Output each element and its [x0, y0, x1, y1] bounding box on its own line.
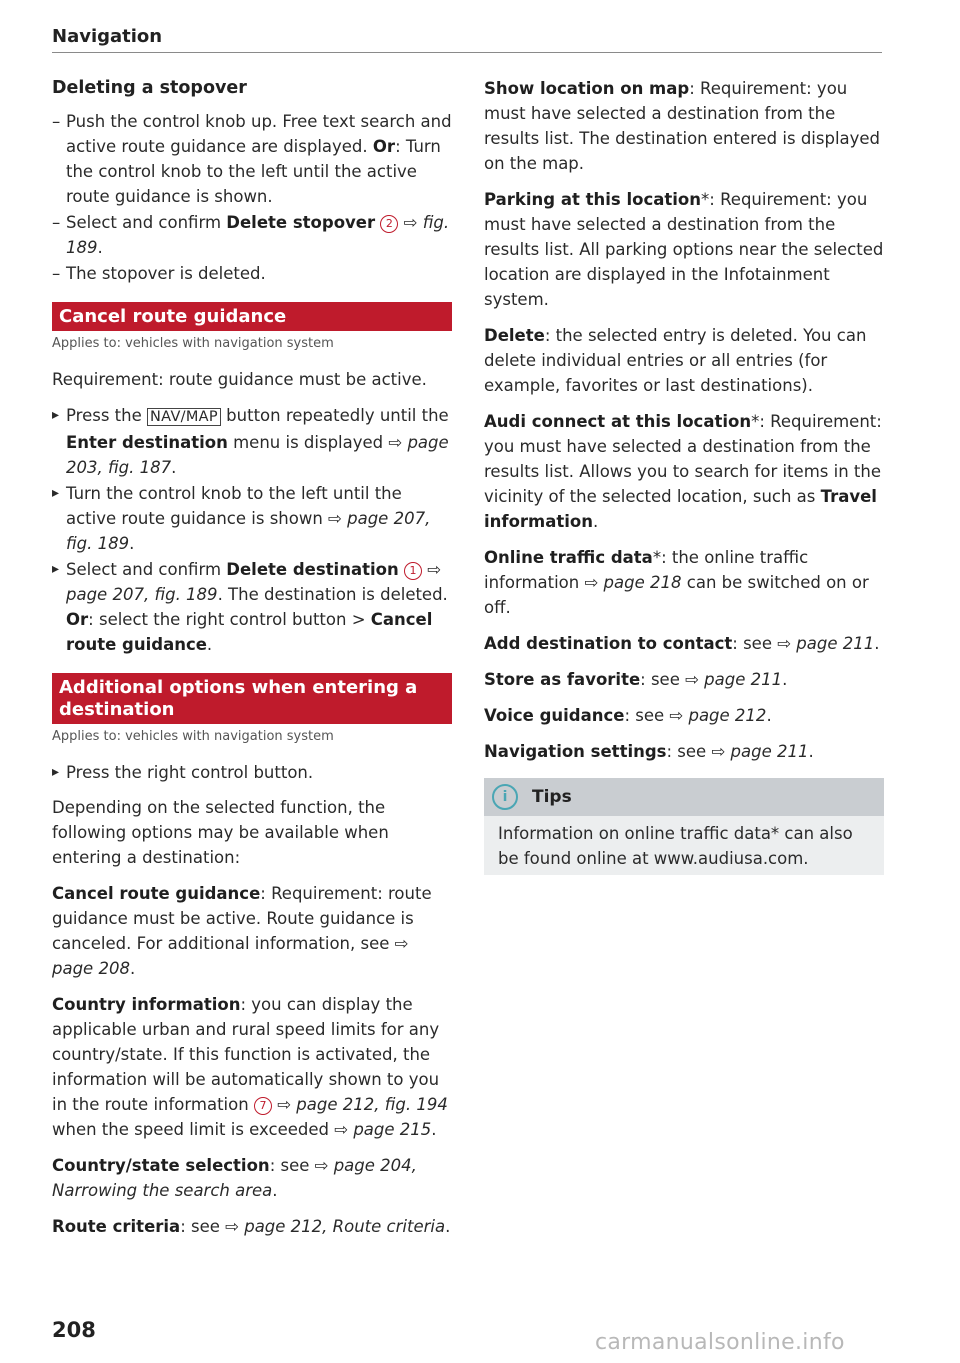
audi-connect-option: Audi connect at this location*: Requirement: you must have selected a destination from the results list. Allows you to search for items in the vicinity of the selected location, such as Travel information. [484, 412, 882, 531]
cancel-route-guidance-heading: Cancel route guidance [52, 302, 452, 331]
intro-paragraph: Depending on the selected function, the following options may be available when entering a destination: [52, 798, 389, 867]
country-state-selection-option: Country/state selection: see ⇨ page 204, Narrowing the search area. [52, 1156, 417, 1200]
online-traffic-option: Online traffic data*: the online traffic information ⇨ page 218 can be switched on or off. [484, 548, 869, 617]
tips-title: Tips [532, 786, 572, 807]
deleting-stopover-heading: Deleting a stopover [52, 78, 247, 98]
show-location-option: Show location on map: Requirement: you must have selected a destination from the results list. The destination entered is displayed on the map. [484, 79, 881, 173]
section-title: Navigation [52, 26, 163, 47]
tips-header [484, 778, 884, 816]
step-item: ▸ Turn the control knob to the left until the active route guidance is shown ⇨ page 207, fig. 189. [52, 481, 452, 556]
cross-reference: ⇨ page 218 [584, 573, 682, 592]
list-item: – The stopover is deleted. [52, 261, 452, 286]
left-column [52, 76, 452, 1250]
voice-guidance-option: Voice guidance: see ⇨ page 212. [484, 706, 772, 725]
deleting-stopover-list [52, 109, 452, 286]
page-header [52, 26, 882, 53]
list-item: – Push the control knob up. Free text search and active route guidance are displayed. Or: Turn the control knob to the left until the active route guidance is shown. [52, 109, 452, 209]
requirement-text: Requirement: route guidance must be active. [52, 370, 427, 389]
cross-reference: ⇨ page 212, fig. 194 [277, 1095, 448, 1114]
cancel-route-guidance-option: Cancel route guidance: Requirement: route guidance must be active. Route guidance is canceled. For additional information, see ⇨ page 208. [52, 884, 432, 978]
cross-reference: ⇨ page 211 [711, 742, 809, 761]
applies-to-note: Applies to: vehicles with navigation system [52, 729, 334, 744]
cross-reference: ⇨ page 207, fig. 189 [66, 560, 442, 604]
country-information-option: Country information: you can display the applicable urban and rural speed limits for any country/state. If this function is activated, the information will be automatically shown to you in the route information 7 ⇨ page 212, fig. 194 when the speed limit is exceeded ⇨ page 215. [52, 995, 448, 1139]
cross-reference: ⇨ page 211 [685, 670, 783, 689]
nav-map-key: NAV/MAP [147, 408, 221, 426]
tips-body: Information on online traffic data* can also be found online at www.audiusa.com. [484, 816, 884, 875]
step-item: ▸ Press the NAV/MAP button repeatedly until the Enter destination menu is displayed ⇨ page 203, fig. 187. [52, 403, 452, 480]
right-column [484, 76, 884, 875]
cross-reference: ⇨ page 212, Route criteria [225, 1217, 446, 1236]
route-criteria-option: Route criteria: see ⇨ page 212, Route criteria. [52, 1217, 451, 1236]
step-item: ▸ Select and confirm Delete destination 1 ⇨ page 207, fig. 189. The destination is deleted. Or: select the right control button > Cancel route guidance. [52, 557, 452, 657]
callout-number-7: 7 [254, 1097, 272, 1115]
delete-option: Delete: the selected entry is deleted. You can delete individual entries or all entries (for example, favorites or last destinations). [484, 326, 867, 395]
applies-to-note: Applies to: vehicles with navigation system [52, 336, 334, 351]
additional-steps-list [52, 760, 452, 785]
cross-reference: ⇨ page 207, fig. 189 [66, 509, 431, 553]
callout-number-2: 2 [380, 215, 398, 233]
cross-reference: ⇨ page 204, Narrowing the search area [52, 1156, 417, 1200]
cross-reference: ⇨ page 211 [777, 634, 875, 653]
cancel-steps-list [52, 403, 452, 657]
cross-reference: ⇨ page 203, fig. 187 [66, 433, 449, 477]
add-contact-option: Add destination to contact: see ⇨ page 211. [484, 634, 880, 653]
cross-reference: ⇨ page 212 [669, 706, 767, 725]
navigation-settings-option: Navigation settings: see ⇨ page 211. [484, 742, 814, 761]
cross-reference: ⇨ page 208 [52, 934, 409, 978]
step-item: ▸ Press the right control button. [52, 760, 452, 785]
cross-reference: ⇨ page 215 [334, 1120, 432, 1139]
additional-options-heading: Additional options when entering a destination [52, 673, 452, 724]
callout-number-1: 1 [404, 562, 422, 580]
list-item: – Select and confirm Delete stopover 2 ⇨ fig. 189. [52, 210, 452, 260]
page-number: 208 [52, 1318, 96, 1342]
cross-reference: ⇨ fig. 189 [66, 213, 450, 257]
watermark: carmanualsonline.info [595, 1330, 845, 1355]
parking-option: Parking at this location*: Requirement: you must have selected a destination from the results list. All parking options near the selected location are displayed in the Infotainment system. [484, 190, 884, 309]
store-favorite-option: Store as favorite: see ⇨ page 211. [484, 670, 788, 689]
info-icon: i [492, 784, 518, 810]
